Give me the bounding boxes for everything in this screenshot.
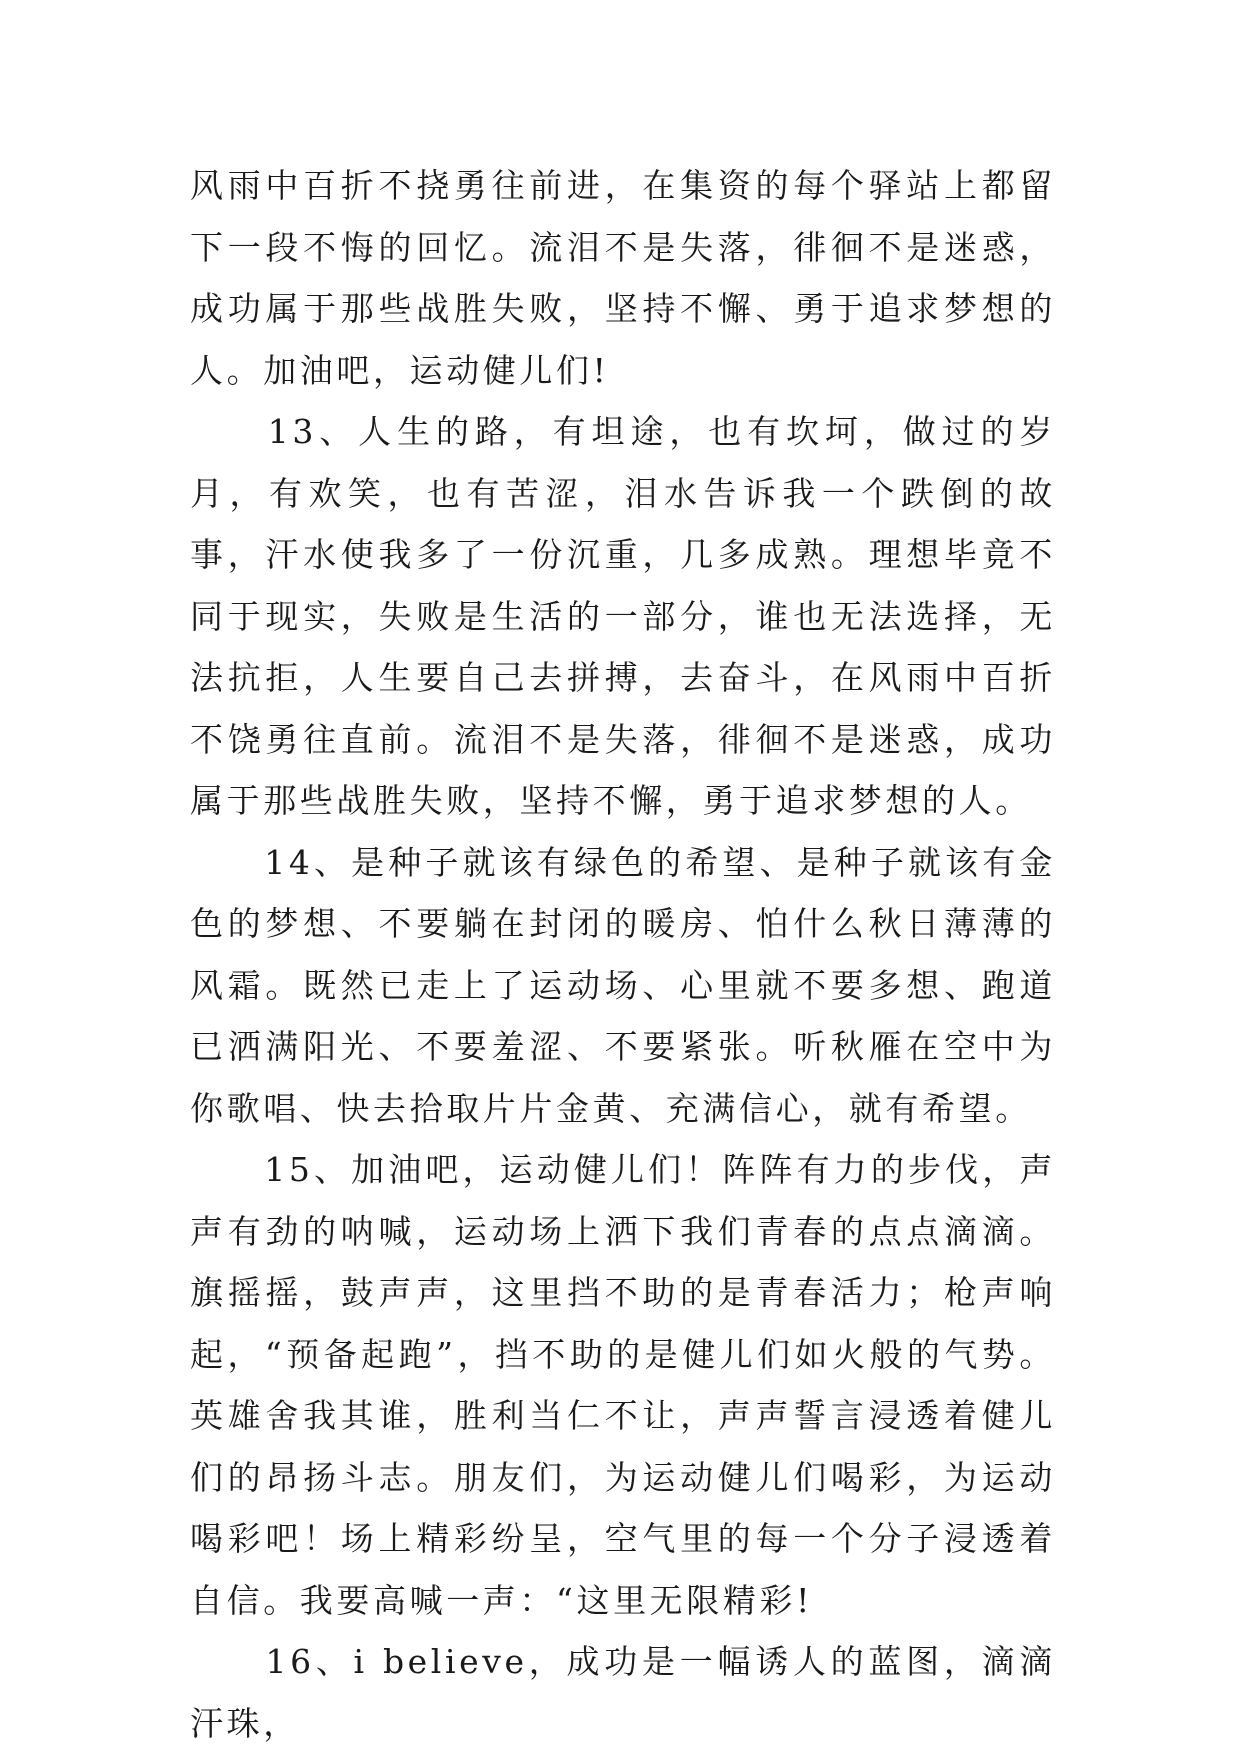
- paragraph-14: 14、是种子就该有绿色的希望、是种子就该有金色的梦想、不要躺在封闭的暖房、怕什么秋日薄薄的风霜。既然已走上了运动场、心里就不要多想、跑道已洒满阳光、不要羞涩、不要紧张。听秋雁在空中为你歌唱、快去拾取片片金黄、充满信心，就有希望。: [190, 842, 1056, 1128]
- document-body: [190, 155, 1056, 1754]
- paragraph-16: 16、i believe，成功是一幅诱人的蓝图，滴滴汗珠，: [190, 1642, 1056, 1743]
- paragraph-13: 13、人生的路，有坦途，也有坎坷，做过的岁月，有欢笑，也有苦涩，泪水告诉我一个跌倒的故事，汗水使我多了一份沉重，几多成熟。理想毕竟不同于现实，失败是生活的一部分，谁也无法选择，无法抗拒，人生要自己去拼搏，去奋斗，在风雨中百折不饶勇往直前。流泪不是失落，徘徊不是迷惑，成功属于那些战胜失败，坚持不懈，勇于追求梦想的人。: [190, 412, 1056, 820]
- paragraph-continuation: 风雨中百折不挠勇往前进，在集资的每个驿站上都留下一段不悔的回忆。流泪不是失落，徘徊不是迷惑，成功属于那些战胜失败，坚持不懈、勇于追求梦想的人。加油吧，运动健儿们!: [190, 166, 1056, 390]
- paragraph-15: 15、加油吧，运动健儿们！阵阵有力的步伐，声声有劲的呐喊，运动场上洒下我们青春的点点滴滴。旗摇摇，鼓声声，这里挡不助的是青春活力；枪声响起，“预备起跑”，挡不助的是健儿们如火般的气势。英雄舍我其谁，胜利当仁不让，声声誓言浸透着健儿们的昂扬斗志。朋友们，为运动健儿们喝彩，为运动喝彩吧！场上精彩纷呈，空气里的每一个分子浸透着自信。我要高喊一声：“这里无限精彩!: [190, 1150, 1056, 1620]
